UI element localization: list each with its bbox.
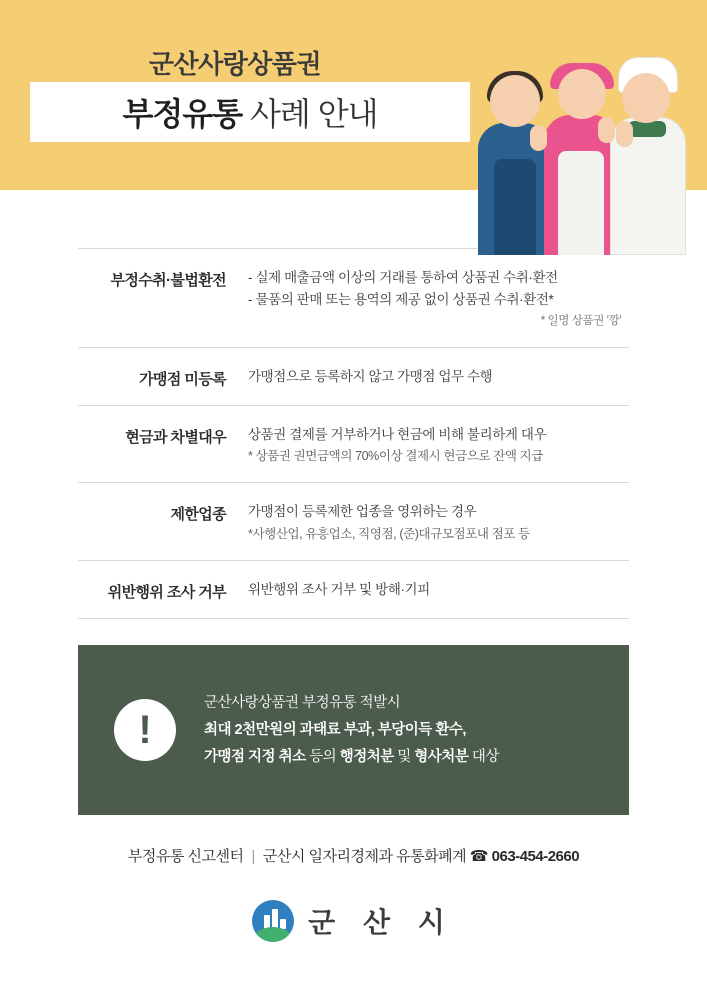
row-body [248, 579, 629, 601]
warning-line-3-mid-1: 등의 [305, 748, 340, 765]
footer-contact [0, 845, 707, 866]
gunsan-city-logo [0, 900, 707, 942]
warning-line-2 [204, 717, 499, 744]
emblem-wave [252, 927, 294, 942]
warning-line-1: 군산사랑상품권 부정유통 적발시 [204, 695, 401, 712]
merchant-left-apron [494, 159, 536, 255]
row-body [248, 366, 629, 388]
warning-line-2-bold: 최대 2천만원의 과태료 부과, 부당이득 환수, [204, 721, 466, 738]
poster-title-strong: 부정유통 [122, 96, 243, 132]
warning-line-3-end: 대상 [468, 748, 499, 765]
table-row [78, 348, 629, 406]
warning-line-3-bold-1: 가맹점 지정 취소 [204, 748, 306, 765]
row-subnote: * 상품권 권면금액의 70%이상 결제시 현금으로 잔액 지급 [248, 448, 543, 463]
report-center-label: 부정유통 신고센터 [127, 848, 244, 866]
table-row [78, 248, 629, 348]
department-label: 군산시 일자리경제과 유통화폐계 [262, 848, 467, 866]
phone-icon: ☎ [469, 848, 488, 866]
merchant-left-head [490, 75, 540, 127]
row-line: - 실제 매출금액 이상의 거래를 통하여 상품권 수취·환전 [248, 270, 558, 285]
row-line: - 물품의 판매 또는 용역의 제공 없이 상품권 수취·환전* [248, 292, 554, 308]
warning-line-3 [204, 744, 499, 771]
row-label: 현금과 차별대우 [125, 428, 226, 446]
city-emblem-icon [252, 900, 294, 942]
merchant-right-figure [604, 30, 692, 255]
row-line: 가맹점으로 등록하지 않고 가맹점 업무 수행 [248, 368, 493, 384]
penalty-warning-text [204, 690, 499, 770]
footer-divider: | [251, 848, 255, 866]
warning-line-3-bold-3: 형사처분 [414, 748, 469, 765]
merchant-middle-apron [558, 151, 604, 255]
row-body [248, 267, 629, 331]
poster-title-rest: 사례 안내 [242, 96, 378, 132]
poster-header [0, 0, 707, 190]
poster-title-box [30, 82, 470, 142]
row-line: 가맹점이 등록제한 업종을 영위하는 경우 [248, 504, 477, 520]
emblem-bar-2 [272, 909, 278, 929]
violation-list [78, 248, 629, 619]
phone-number: 063-454-2660 [491, 848, 580, 866]
row-label: 가맹점 미등록 [139, 370, 226, 388]
row-body [248, 424, 629, 467]
table-row [78, 483, 629, 561]
merchants-illustration [470, 10, 690, 255]
table-row [78, 406, 629, 484]
row-subnote: *사행산업, 유흥업소, 직영점, (준)대규모점포내 점포 등 [248, 526, 530, 541]
poster-content [0, 248, 707, 942]
warning-line-3-mid-2: 및 [393, 748, 415, 765]
row-label: 제한업종 [170, 506, 226, 524]
row-line: 위반행위 조사 거부 및 방해·기피 [248, 582, 430, 598]
merchant-middle-thumb [598, 117, 615, 143]
row-note: * 일명 상품권 '깡' [540, 314, 621, 327]
warning-line-3-bold-2: 행정처분 [339, 748, 394, 765]
merchant-left-thumb [530, 125, 547, 151]
row-line: 상품권 결제를 거부하거나 현금에 비해 불리하게 대우 [248, 426, 547, 442]
row-body [248, 501, 629, 544]
merchant-middle-head [558, 69, 606, 119]
merchant-right-thumb [616, 121, 633, 147]
poster-subtitle: 군산사랑상품권 [148, 49, 322, 79]
row-label: 위반행위 조사 거부 [107, 584, 226, 602]
merchant-right-head [622, 73, 670, 123]
city-logo-text: 군 산 시 [308, 907, 455, 939]
merchant-right-scarf [628, 121, 666, 137]
exclamation-icon: ! [114, 699, 176, 761]
penalty-warning-box [78, 645, 629, 815]
table-row [78, 561, 629, 619]
row-label: 부정수취·불법환전 [110, 272, 226, 289]
poster-title [122, 89, 377, 135]
